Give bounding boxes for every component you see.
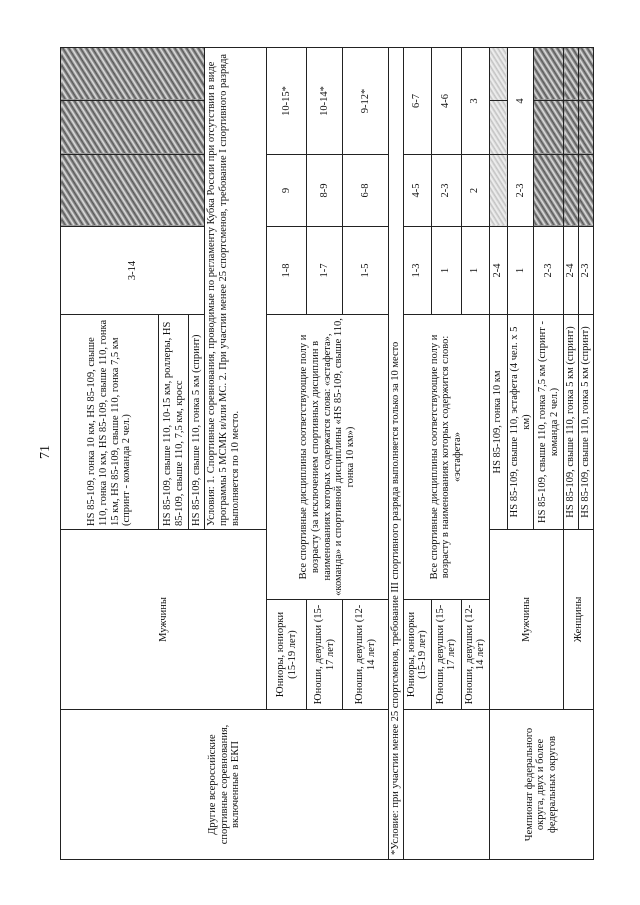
rank-cell: 1 — [431, 226, 461, 314]
hatched-cell — [489, 47, 507, 100]
discipline-cell: HS 85-109, свыше 110, эстафета (4 чел. х 5 км) — [507, 314, 534, 529]
hatched-cell — [534, 154, 564, 226]
rank-cell: 2-3 — [507, 154, 534, 226]
empty-cell — [403, 710, 489, 860]
range-cell — [61, 226, 205, 314]
rotated-table-area — [60, 48, 591, 860]
hatched-cell — [61, 154, 205, 226]
rank-cell: 6-7 — [403, 47, 431, 154]
classification-table — [60, 47, 594, 860]
discipline-cell: HS 85-109, гонка 10 км, HS 85-109, свыше 110, гонка 10 км, HS 85-109, свыше 110, гонка 15 км, HS 85-109, свыше 110, гонка 7,5 км (спринт - команда 2 чел.) — [61, 314, 159, 529]
hatched-cell — [564, 47, 579, 100]
rank-cell: 6-8 — [343, 154, 389, 226]
hatched-cell — [489, 100, 507, 154]
rank-cell: 2-4 — [489, 226, 507, 314]
page-number: 71 — [38, 445, 53, 459]
hatched-cell — [579, 154, 594, 226]
rank-cell: 2-3 — [431, 154, 461, 226]
discipline-cell: HS 85-109, свыше 110, гонка 5 км (спринт) — [189, 314, 205, 529]
rank-cell: 1-5 — [343, 226, 389, 314]
age-cell: Юноши, девушки (12-14 лет) — [343, 600, 389, 710]
age-cell: Юноши, девушки (15-17 лет) — [431, 600, 461, 710]
hatched-cell — [489, 154, 507, 226]
hatched-cell — [61, 47, 205, 100]
hatched-cell — [534, 100, 564, 154]
age-cell: Юниоры, юниорки (15-19 лет) — [267, 600, 307, 710]
rank-cell: 2 — [461, 154, 489, 226]
rank-cell: 8-9 — [307, 154, 343, 226]
hatched-cell — [579, 47, 594, 100]
table-wrapper — [60, 48, 591, 860]
hatched-cell — [61, 100, 205, 154]
range-1: 3-14 — [126, 260, 138, 281]
age-cell: Юноши, девушки (15-17 лет) — [307, 600, 343, 710]
rank-cell: 9-12* — [343, 47, 389, 154]
hatched-cell — [564, 154, 579, 226]
rank-cell: 1-8 — [267, 226, 307, 314]
group-women-cell: Женщины — [564, 529, 594, 709]
rank-cell: 1-7 — [307, 226, 343, 314]
footnote-cell: *Условие: при участии менее 25 спортсменов, требование III спортивного разряда выполняется только за 10 место — [389, 47, 404, 859]
competition-cell: Чемпионат федерального округа, двух и более федеральных округов — [489, 710, 593, 860]
hatched-cell — [564, 100, 579, 154]
discipline-cell: HS 85-109, гонка 10 км — [489, 314, 507, 529]
hatched-cell — [579, 100, 594, 154]
rank-cell: 4-6 — [431, 47, 461, 154]
rank-cell: 1 — [507, 226, 534, 314]
group-men-cell: Мужчины — [61, 529, 267, 709]
rank-cell: 1 — [461, 226, 489, 314]
rank-cell: 10-15* — [267, 47, 307, 154]
rank-cell: 10-14* — [307, 47, 343, 154]
rank-cell: 4 — [507, 47, 534, 154]
rank-cell: 9 — [267, 154, 307, 226]
discipline-cell: HS 85-109, свыше 110, гонка 5 км (спринт) — [564, 314, 579, 529]
age-cell: Юноши, девушки (12-14 лет) — [461, 600, 489, 710]
rank-cell: 1-3 — [403, 226, 431, 314]
age-cell: Юниоры, юниорки (15-19 лет) — [403, 600, 431, 710]
rank-cell: 2-4 — [564, 226, 579, 314]
discipline-relay-cell: Все спортивные дисциплины соответствующие полу и возрасту в наименованиях которых содержится слово: «эстафета» — [403, 314, 489, 599]
discipline-all-cell: Все спортивные дисциплины соответствующие полу и возрасту (за исключением спортивных дисциплин в наименованиях которых содержатся слова: «эстафета», «команда» и спортивной дисциплины «HS 85-109, свыше 110, гонка 10 км») — [267, 314, 389, 599]
rank-cell: 2-3 — [579, 226, 594, 314]
discipline-cell: HS 85-109, свыше 110, гонка 7,5 км (спринт - команда 2 чел.) — [534, 314, 564, 529]
competition-cell: Другие всероссийские спортивные соревнования, включенные в ЕКП — [61, 710, 389, 860]
hatched-cell — [534, 47, 564, 100]
rank-cell: 2-3 — [534, 226, 564, 314]
discipline-cell: HS 85-109, свыше 110, гонка 5 км (спринт) — [579, 314, 594, 529]
conditions-cell: Условия: 1. Спортивные соревнования, проводимые по регламенту Кубка России при отсутствии в виде программы 5 МСМК и/или МС. 2. При участии менее 25 спортсменов, требование I спортивного разряда выполняется по 10 место. — [205, 47, 267, 529]
rank-cell: 3 — [461, 47, 489, 154]
rank-cell: 4-5 — [403, 154, 431, 226]
group-men-cell: Мужчины — [489, 529, 564, 709]
discipline-cell: HS 85-109, свыше 110, 10-15 км, роллеры, HS 85-109, свыше 110, 7,5 км, кросс — [159, 314, 189, 529]
